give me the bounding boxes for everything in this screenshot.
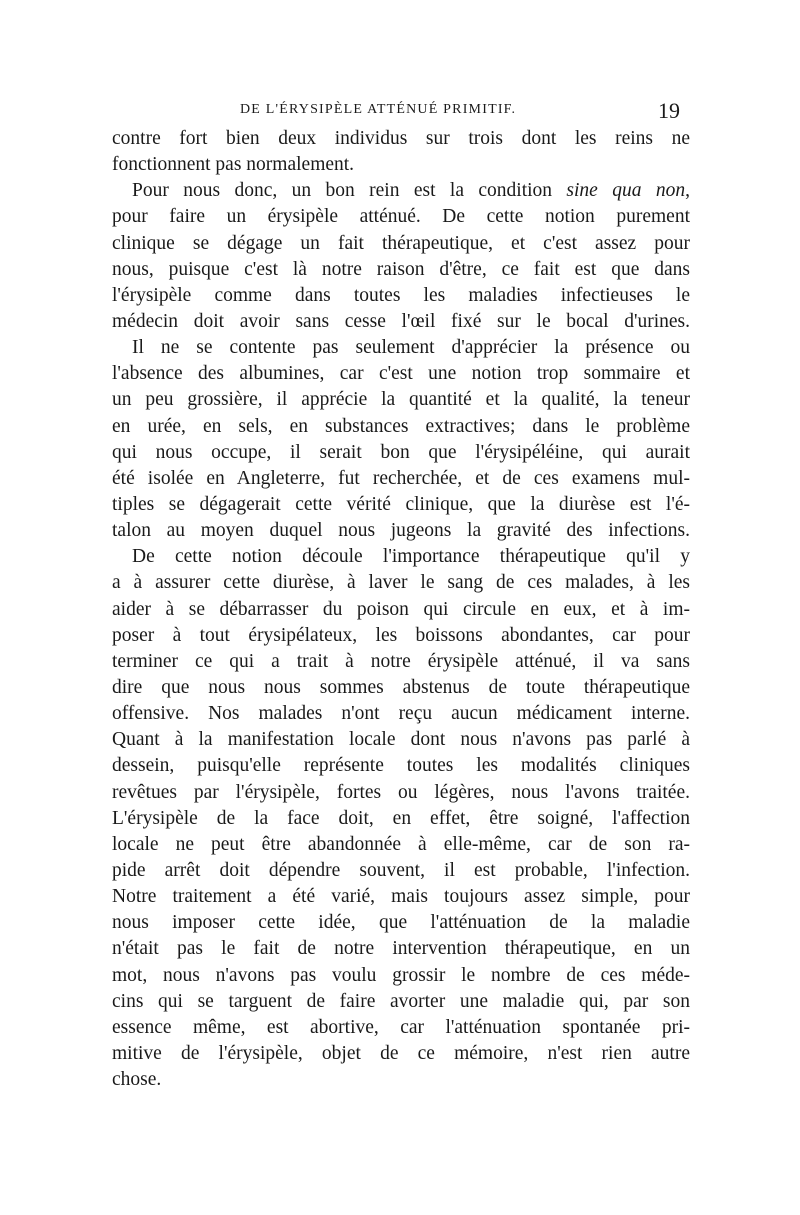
text-line: essence même, est abortive, car l'atténuation spontanée pri-: [112, 1016, 690, 1038]
text-line: Quant à la manifestation locale dont nous n'avons pas parlé à: [112, 729, 690, 751]
text-line: en urée, en sels, en substances extractives; dans le problème: [112, 415, 690, 437]
text-line: qui nous occupe, il serait bon que l'érysipéléine, qui aurait: [112, 441, 690, 463]
text-line: contre fort bien deux individus sur trois dont les reins ne: [112, 128, 690, 149]
text-line: dessein, puisqu'elle représente toutes les modalités cliniques: [112, 755, 690, 777]
paragraph-first-line: Pour nous donc, un bon rein est la condition sine qua non,: [132, 180, 690, 202]
text-line: offensive. Nos malades n'ont reçu aucun médicament interne.: [112, 703, 690, 725]
running-title: DE L'ÉRYSIPÈLE ATTÉNUÉ PRIMITIF.: [240, 102, 517, 117]
text-line: cins qui se targuent de faire avorter une maladie qui, par son: [112, 990, 690, 1012]
paragraph-first-line: De cette notion découle l'importance thérapeutique qu'il y: [132, 546, 690, 568]
text-line: Notre traitement a été varié, mais toujours assez simple, pour: [112, 886, 690, 908]
text-line: talon au moyen duquel nous jugeons la gravité des infections.: [112, 520, 690, 542]
latin-phrase: sine qua non: [566, 180, 686, 202]
page-number: 19: [658, 98, 680, 123]
paragraph-last-line: chose.: [112, 1069, 162, 1091]
text-line: l'absence des albumines, car c'est une notion trop sommaire et: [112, 363, 690, 385]
text-line: fonctionnent pas normalement.: [112, 154, 355, 176]
text-line: poser à tout érysipélateux, les boissons abondantes, car pour: [112, 624, 690, 646]
text-line: clinique se dégage un fait thérapeutique, et c'est assez pour: [112, 232, 690, 254]
text-line: médecin doit avoir sans cesse l'œil fixé sur le bocal d'urines.: [112, 310, 690, 332]
text-line: un peu grossière, il apprécie la quantité et la qualité, la teneur: [112, 389, 690, 411]
running-head: [200, 98, 690, 122]
text-line: dire que nous nous sommes abstenus de toute thérapeutique: [112, 676, 690, 698]
text-line: pour faire un érysipèle atténué. De cette notion purement: [112, 206, 690, 228]
text-line: revêtues par l'érysipèle, fortes ou légères, nous l'avons traitée.: [112, 781, 690, 803]
text-line: pide arrêt doit dépendre souvent, il est probable, l'infection.: [112, 859, 690, 881]
text-line: l'érysipèle comme dans toutes les maladies infectieuses le: [112, 284, 690, 306]
text-line: aider à se débarrasser du poison qui circule en eux, et à im-: [112, 598, 690, 620]
text-line: locale ne peut être abandonnée à elle-même, car de son ra-: [112, 833, 690, 855]
text-line: terminer ce qui a trait à notre érysipèle atténué, il va sans: [112, 650, 690, 672]
text-line: été isolée en Angleterre, fut recherchée, et de ces examens mul-: [112, 467, 690, 489]
text-line: mot, nous n'avons pas voulu grossir le nombre de ces méde-: [112, 964, 690, 986]
text-line: a à assurer cette diurèse, à laver le sang de ces malades, à les: [112, 572, 690, 594]
text-line: nous, puisque c'est là notre raison d'être, ce fait est que dans: [112, 258, 690, 280]
text-line: tiples se dégagerait cette vérité clinique, que la diurèse est l'é-: [112, 493, 690, 515]
paragraph-first-line: Il ne se contente pas seulement d'apprécier la présence ou: [132, 337, 690, 359]
text-line: mitive de l'érysipèle, objet de ce mémoire, n'est rien autre: [112, 1042, 690, 1064]
text-line: L'érysipèle de la face doit, en effet, être soigné, l'affection: [112, 807, 690, 829]
text-line: nous imposer cette idée, que l'atténuation de la maladie: [112, 912, 690, 934]
body-text: [112, 126, 690, 1093]
text-line: n'était pas le fait de notre intervention thérapeutique, en un: [112, 938, 690, 960]
